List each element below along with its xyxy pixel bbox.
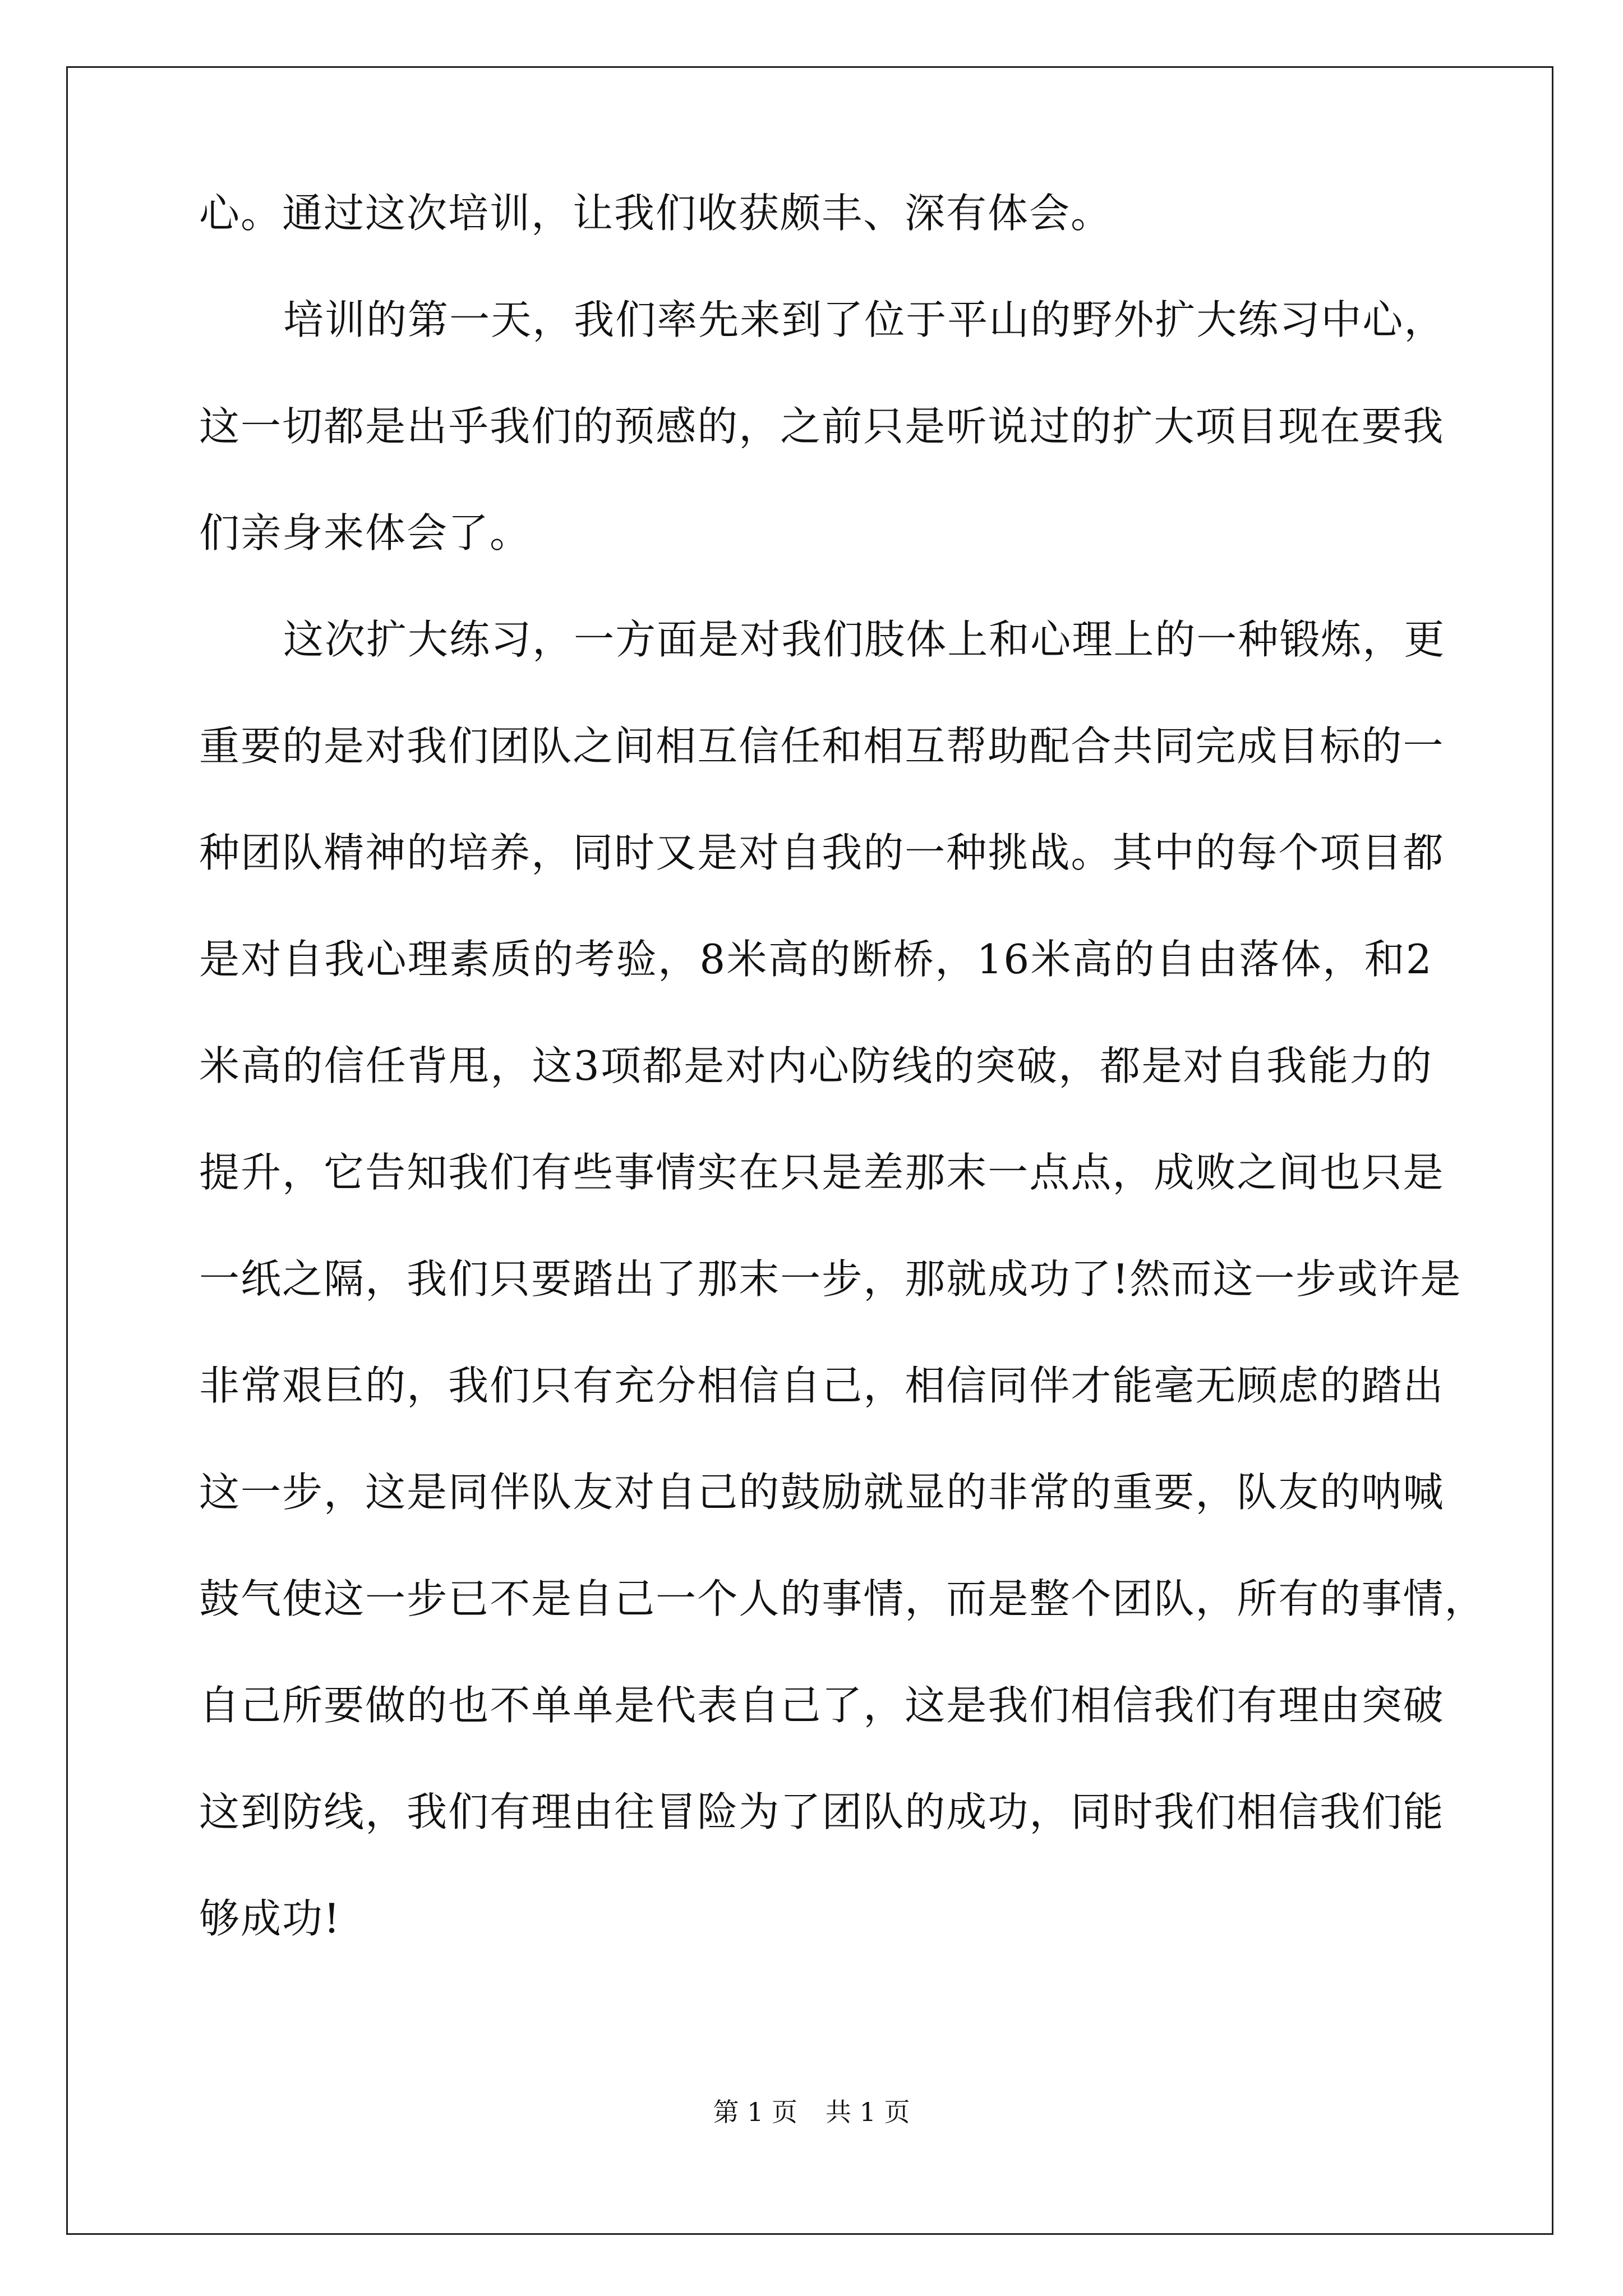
page-total: 共 1 页 <box>826 2097 910 2127</box>
text-line: 这 一 切 都 是 出 乎 我 们 的 预 感 的 ， 之 前 只 是 听 说 过 的 扩 大 项 目 现 在 要 我 <box>199 403 1445 450</box>
text-line: 这 到 防 线 ， 我 们 有 理 由 往 冒 险 为 了 团 队 的 成 功 ， 同 时 我 们 相 信 我 们 能 <box>199 1788 1445 1835</box>
text-line: 鼓 气 使 这 一 步 已 不 是 自 己 一 个 人 的 事 情 ， 而 是 整 个 团 队 ， 所 有 的 事 情 ， <box>199 1575 1486 1622</box>
text-line: 米 高 的 信 任 背 甩 ， 这 3 项 都 是 对 内 心 防 线 的 突 破 ， 都 是 对 自 我 能 力 的 <box>199 1042 1433 1089</box>
text-line: 够成功! <box>199 1895 341 1942</box>
text-line: 种 团 队 精 神 的 培 养 ， 同 时 又 是 对 自 我 的 一 种 挑 战 。 其 中 的 每 个 项 目 都 <box>199 829 1445 876</box>
text-line: 一 纸 之 隔 ， 我 们 只 要 踏 出 了 那 末 一 步 ， 那 就 成 功 了 ! 然 而 这 一 步 或 许 是 <box>199 1255 1462 1303</box>
text-line: 自 己 所 要 做 的 也 不 单 单 是 代 表 自 己 了 ， 这 是 我 们 相 信 我 们 有 理 由 突 破 <box>199 1682 1445 1729</box>
page-footer <box>0 2095 1623 2129</box>
text-line: 这 次 扩 大 练 习 ， 一 方 面 是 对 我 们 肢 体 上 和 心 理 上 的 一 种 锻 炼 ， 更 <box>283 616 1446 663</box>
text-line: 非 常 艰 巨 的 ， 我 们 只 有 充 分 相 信 自 己 ， 相 信 同 伴 才 能 毫 无 顾 虑 的 踏 出 <box>199 1362 1445 1409</box>
text-line: 们亲身来体会了。 <box>199 509 532 556</box>
text-line: 这 一 步 ， 这 是 同 伴 队 友 对 自 己 的 鼓 励 就 显 的 非 常 的 重 要 ， 队 友 的 呐 喊 <box>199 1469 1445 1516</box>
page-number: 第 1 页 <box>713 2097 797 2127</box>
text-line: 是 对 自 我 心 理 素 质 的 考 验 ， 8 米 高 的 断 桥 ， 16 米 高 的 自 由 落 体 ， 和 2 <box>199 936 1433 983</box>
text-line: 培 训 的 第 一 天 ， 我 们 率 先 来 到 了 位 于 平 山 的 野 外 扩 大 练 习 中 心 ， <box>283 296 1446 343</box>
text-line: 提 升 ， 它 告 知 我 们 有 些 事 情 实 在 只 是 差 那 末 一 点 点 ， 成 败 之 间 也 只 是 <box>199 1149 1445 1196</box>
text-line: 重 要 的 是 对 我 们 团 队 之 间 相 互 信 任 和 相 互 帮 助 配 合 共 同 完 成 目 标 的 一 <box>199 723 1445 770</box>
text-line: 心。通过这次培训，让我们收获颇丰、深有体会。 <box>199 190 1113 237</box>
